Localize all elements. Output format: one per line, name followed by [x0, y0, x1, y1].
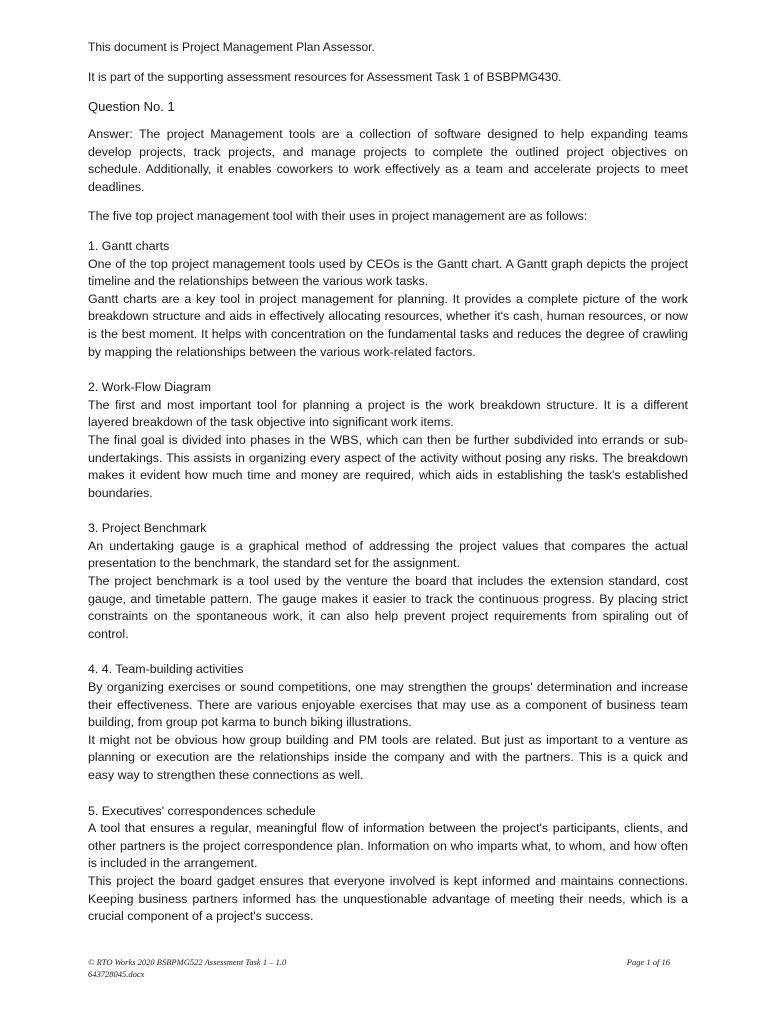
- footer-copyright: © RTO Works 2020 BSBPMG522 Assessment Task 1 – 1.0: [88, 957, 287, 967]
- section-paragraph: This project the board gadget ensures that everyone involved is kept informed and maintains connections. Keeping business partners informed has the unquestionable advantage of meeting their needs, which is a crucial component of a project's success.: [88, 873, 688, 924]
- section-paragraph: By organizing exercises or sound competitions, one may strengthen the groups' determination and increase their effectiveness. There are various enjoyable exercises that may use as a component of business team building, from group pot karma to bunch biking illustrations.: [88, 680, 688, 730]
- section-paragraph: The final goal is divided into phases in the WBS, which can then be further subdivided into errands or sub-undertakings. This assists in organizing every aspect of the activity without posing any risks. The breakdown makes it evident how much time and money are required, which aids in establishing the task's established boundaries.: [88, 432, 688, 500]
- section-heading: 1. Gantt charts: [88, 238, 170, 253]
- section-paragraph: An undertaking gauge is a graphical method of addressing the project values that compares the actual presentation to the benchmark, the standard set for the assignment.: [88, 538, 688, 571]
- section-work-flow-diagram: [88, 379, 688, 502]
- page-footer: [88, 956, 670, 980]
- question-heading: Question No. 1: [88, 99, 175, 114]
- section-gantt-charts: [88, 238, 688, 361]
- footer-filename: 643728045.docx: [88, 969, 145, 979]
- section-heading: 2. Work-Flow Diagram: [88, 380, 212, 395]
- answer-paragraph: Answer: The project Management tools are a collection of software designed to help expanding teams develop projects, track projects, and manage projects to complete the outlined project objectives on schedule. Additionally, it enables coworkers to work effectively as a team and accelerate projects to meet deadlines.: [88, 127, 688, 194]
- section-project-benchmark: [88, 520, 688, 643]
- list-intro: The five top project management tool with their uses in project management are as follows:: [88, 209, 588, 224]
- section-team-building: [88, 661, 688, 784]
- section-heading: 4. 4. Team-building activities: [88, 662, 244, 677]
- section-correspondence-schedule: [88, 803, 688, 926]
- intro-line-1: This document is Project Management Plan Assessor.: [88, 40, 375, 54]
- section-paragraph: A tool that ensures a regular, meaningful flow of information between the project's participants, clients, and other partners is the project correspondence plan. Information on who imparts what, to whom, and how often is included in the arrangement.: [88, 821, 688, 871]
- section-heading: 5. Executives' correspondences schedule: [88, 803, 316, 818]
- section-paragraph: The project benchmark is a tool used by the venture the board that includes the extension standard, cost gauge, and timetable pattern. The gauge makes it easier to track the continuous progress. By placing strict constraints on the spontaneous work, it can also help prevent project requirements from spiraling out of control.: [88, 574, 688, 641]
- section-paragraph: The first and most important tool for planning a project is the work breakdown structure. It is a different layered breakdown of the task objective into significant work items.: [88, 397, 688, 430]
- footer-page-number: Page 1 of 16: [626, 957, 670, 967]
- intro-line-2: It is part of the supporting assessment resources for Assessment Task 1 of BSBPMG430.: [88, 70, 562, 84]
- document-page: [88, 38, 688, 944]
- section-heading: 3. Project Benchmark: [88, 521, 207, 536]
- section-paragraph: One of the top project management tools used by CEOs is the Gantt chart. A Gantt graph depicts the project timeline and the relationships between the various work tasks.: [88, 256, 688, 289]
- section-paragraph: Gantt charts are a key tool in project management for planning. It provides a complete picture of the work breakdown structure and aids in effectively allocating resources, whether it's cash, human resources, or now is the best moment. It helps with concentration on the fundamental tasks and reduces the degree of crawling by mapping the relationships between the various work-related factors.: [88, 291, 688, 359]
- section-paragraph: It might not be obvious how group building and PM tools are related. But just as important to a venture as planning or execution are the relationships inside the company and with the partners. This is a quick and easy way to strengthen these connections as well.: [88, 732, 688, 782]
